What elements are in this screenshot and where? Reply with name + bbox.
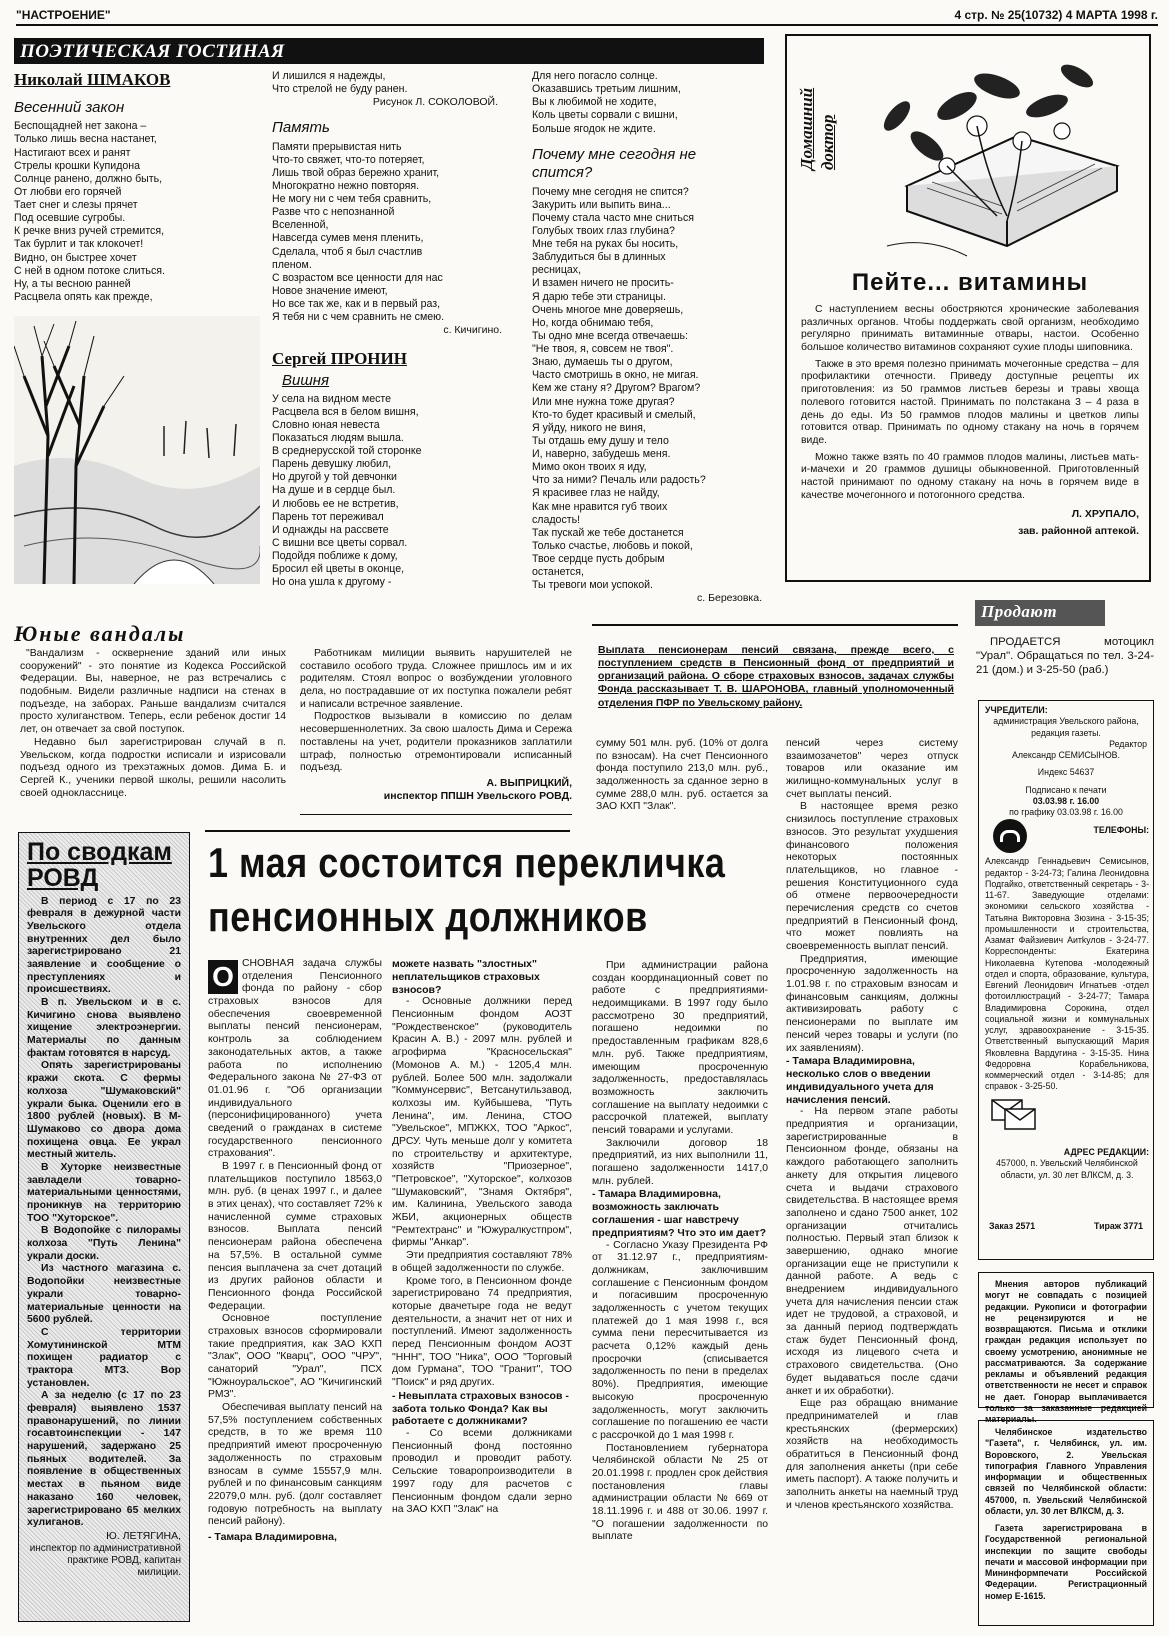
pension-column-4 [786,738,958,1512]
index-number: Индекс 54637 [1037,767,1095,778]
phones-text: Александр Геннадьевич Семисынов, редактор - 3-24-73; Галина Леонидовна Подгайко, ответственный секретарь - 3-11-67. Заведующие отделами: экономики сельского хозяйства - Татьяна Викторовна Зюзина - 3-15-35; промышленности и строительства, Азамат Файзиевич Аитkулов - 3-24-77. Корреспонденты: Екатерина Николаевна Кутепова -молодежный отдел и спорта, образование, культура, Евгений Леонидович Игнатьев -отдел фотоиллюстраций - 3-24-77; Тамара Владимировна Сорокина, отдел социальной жизни и коммунальных услуг, здравоохранение - 3-15-35. Ответственный выпускающий Мария Яковлевна Вардугина - 3-15-35. Нина Федоровна Корабельникова, коммерческий отдел - 3-14-85; для справок - 3-25-50. [985,856,1149,1092]
pension-question: - Тамара Владимировна, несколько слов о введении индивидуального учета для начисления пенсий. [786,1055,934,1106]
poem-cherry: У села на видном месте Расцвела вся в белом вишня, Словно юная невеста Показаться людям вышла. В среднерусской той сторонке Парень девушку любил, Но другой у той девчонки На душе и в сердце был. И любовь ее не встретив, Парень тот переживал И однажды на рассвете С вишни все цветы сорвал. Подойдя поближе к дому, Бросил ей цветы в оконце, Но она ушла к другому - [272,392,422,589]
pension-title-line-1: 1 мая состоится перекличка [208,839,726,887]
poem-sleep: Почему мне сегодня не спится? Закурить или выпить вина... Почему стала часто мне сниться Голубых твоих глаз глубина? Мне тебя на руках бы носить, Заблудиться бы в длинных ресницах, И взамен ничего не просить- Я дарю тебе эти страницы. Очень многое мне доверяешь, Но, когда обнимаю тебя, Ты одно мне всегда отвечаешь: "Не твоя, я, совсем не твоя". Знаю, думаешь ты о другом, Часто смотришь в окно, не мигая. Кем же стану я? Другом? Врагом? Или мне нужна тоже другая? Кто-то будет красивый и смелый, Я уйду, никого не виня, Ты отдашь ему душу и тело И, наверно, забудешь меня. Мимо окон твоих я иду, Что за ними? Печаль или радость? Я красивее глаз не найду, Как мне нравится губ твоих сладость! Так пускай же тебе достанется Только счастье, любовь и покой, Твое сердце пусть добрым останется, Ты тревоги мои успокой. [532,185,706,592]
rovd-reports [19,892,189,1584]
doctor-article [801,304,1139,538]
drop-cap: О [208,960,238,994]
pension-paragraph: Еще раз обращаю внимание предпринимателей и глав крестьянских (фермерских) хозяйств на необходимость обратиться в Пенсионный фонд для заполнения анкеты (при себе иметь паспорт). А также получить и заполнить анкеты на наемный труд и членов крестьянского хозяйства. [786,1398,958,1511]
pension-paragraph: В настоящее время резко снизилось поступление страховых взносов. Это результат ухудшения финансового положения некоторых постоянных плательщиков, но главное - решения Конституционного суда об отмене первоочередности перечисления средств со счетов предприятий в Пенсионный фонд, что может повлиять на своевременность выплат пенсий. [786,801,958,952]
pension-title-line-2: пенсионных должников [208,893,648,941]
address-label: АДРЕС РЕДАКЦИИ: [1063,1147,1149,1157]
doctor-signature: Л. ХРУПАЛО, [1071,508,1139,521]
phones-label: ТЕЛЕФОНЫ: [1093,825,1149,835]
vandals-paragraph: Работникам милиции выявить нарушителей не составило особого труда. Сложнее пришлось им и их родителям. Стоял вопрос о возбуждении уголовного дела, но пострадавшие от их поступка пожалели ребят и написали встречное заявление. [300,648,572,710]
poem-title-sleep: Почему мне сегодня не спится? [532,145,697,182]
rovd-signature: Ю. ЛЕТЯГИНА, [106,1529,181,1542]
pension-question: можете назвать "злостных" неплательщиков страховых взносов? [392,958,540,996]
editor-name: Александр СЕМИСЫНОВ. [1012,750,1120,760]
poetry-column-3 [532,70,762,605]
pension-paragraph: В 1997 г. в Пенсионный фонд от плательщиков поступило 18563,0 млн. руб. (в ценах 1997 г., и далее в этих ценах), что составляет 72% к начисленной сумме страховых взносов. Выплата пенсий пенсионерам района обеспечена на 57,5%. В остальной сумме пенсия выплачена за счет дотаций из других районов области и Пенсионного фонда Российской Федерации. [208,1161,382,1312]
author-shmakov: Николай ШМАКОВ [14,70,171,89]
pension-paragraph: - На первом этапе работы предприятия и организации, зарегистрированные в Пенсионном фонде, обязаны на каждого работающего заполнить анкету для открытия лицевого счета и выдачи страхового свидетельства. В настоящее время заполнено и сдано 7500 анкет, 102 организации отчитались полностью. Первый этап близок к завершению, однако многие организации еще не приступили к данной работе. А ведь с внедрением индивидуального учета для начисления пенсии стаж идет не трудовой, а страховой, и за данный период подтверждать стаж будет Пенсионный фонд, исходя из лицевого счета и страхового свидетельства. (Оно будет выдаваться после сдачи анкет и их обработки). [786,1106,958,1397]
imprint-founders [979,701,1153,822]
section-name: "НАСТРОЕНИЕ" [16,8,111,22]
poem-title-cherry: Вишня [282,372,330,390]
rovd-item: Из частного магазина с. Водопойки неизвестные украли товарно-материальные ценности на 5600 рублей. [27,1263,181,1326]
pension-column-3-top [596,738,768,814]
vandals-paragraph: Недавно был зарегистрирован случай в п. Увельском, когда подростки исписали и изрисовали подъезд одного из трехэтажных домов. Дима Б. и Сергей К., ученики первой школы, решили насолить своей однокласснице. [20,736,286,799]
page-header [16,8,1158,26]
pension-lead: Выплата пенсионерам пенсий связана, прежде всего, с поступлением средств в Пенсионный фонд от предприятий и организаций района. О сборе страховых взносов, задачах службы Фонда рассказывает Т. В. ШАРОНОВА, главный уполномоченный отделения ПФР по Увельскому району. [598,644,954,709]
author-pronin: Сергей ПРОНИН [272,349,407,369]
address-text: 457000, п. Увельский Челябинской области, ул. 30 лет ВЛКСМ, д. 3. [996,1158,1138,1180]
pension-paragraph: При администрации района создан координационный совет по работе с предприятиями-недоимщиками. В 1997 году было рассмотрено 30 предприятий, погашено недоимки по предоставленным графикам 828,6 млн. руб. Также предприятиям, имеющим просроченную задолженность, предоставлялась возможность заключить соглашение на выплату недоимки с рассрочкой платежей, выплату пенсий товарами и услугами. [592,960,768,1136]
schedule: по графику 03.03.98 г. 16.00 [1009,807,1123,817]
vandals-paragraph: Подростков вызывали в комиссию по делам несовершеннолетних. За свою шалость Дима и Сережа поставлены на учет, родители проказников заплатили штраф, полностью отремонтировали исписанный подъезд. [300,711,572,774]
founders-text: администрация Увельского района, редакция газеты. [993,716,1139,738]
order-number: Заказ 2571 [989,1221,1036,1231]
pension-question: - Тамара Владимировна, [208,1530,337,1543]
signed-date: 03.03.98 г. 16.00 [1032,795,1100,806]
pension-question: - Невыплата страховых взносов - забота только Фонда? Как вы работаете с должниками? [392,1389,569,1428]
pension-paragraph: сумму 501 млн. руб. (10% от долга по взносам). На счет Пенсионного фонда поступило 213,0 млн. руб., задолженность за сданное зерно в сумме 288,0 млн. руб. остается за ЗАО КХП "Злак". [596,738,768,813]
lead-rule [592,624,958,626]
poem-memory-place: с. Кичигино. [443,324,502,337]
pension-paragraph: Кроме того, в Пенсионном фонде зарегистрировано 74 предприятия, которые двачетыре года не ведут деятельности, а значит нет от них и поступлений. Имеют задолженность перед Пенсионным фондом АОЗТ "ННН", ТОО "Ника", ООО "Торговый дом Гурмана", ТОО "Гранит", ТОО "Поиск" и ряд других. [392,1275,572,1389]
poem-title-memory: Память [272,119,330,137]
pension-question: - Тамара Владимировна, возможность заключать соглашения - шаг навстречу предприятиям? Что это им дает? [592,1188,767,1239]
winter-tree-drawing [14,316,260,584]
rovd-item: С территории Хомутининской МТМ похищен радиатор с трактора МТЗ. Вор установлен. [27,1326,181,1389]
pension-column-2 [392,958,572,1517]
sale-banner: Продают [975,600,1105,626]
poetry-banner: ПОЭТИЧЕСКАЯ ГОСТИНАЯ [14,38,764,64]
rovd-item: В п. Увельском и в с. Кичигино снова выявлено хищение электроэнергии. Материалы по данным фактам готовятся в нарсуд. [27,997,181,1059]
rovd-title: По сводкам РОВД [27,838,172,893]
vandals-column-1 [20,648,286,800]
doctor-rubric: Домашний доктор [797,87,837,170]
drawing-credit: Рисунок Л. СОКОЛОВОЙ. [372,96,498,109]
pension-column-1 [208,958,382,1544]
vandals-title: Юные вандалы [14,621,186,646]
vandals-column-2 [300,648,572,803]
pension-paragraph: Заключили договор 18 предприятий, из них выполнили 11, погашено задолженности 1417,0 млн. рублей. [592,1137,768,1187]
pension-paragraph: Основное поступление страховых взносов сформировали такие предприятия, как ЗАО КХП "Злак", ООО "Кварц", ООО "ЧРУ", санаторий "Урал", ПСХ "Южноуральское", АО "Кичигинский РМЗ". [208,1313,382,1401]
poem-spring-continued: И лишился я надежды, Что стрелой не буду ранен. [272,70,408,96]
pension-paragraph: - Со всеми должниками Пенсионный фонд постоянно проводил и проводит работу. Сельские товаропроизводители в 1997 году для расчетов с Пенсионным фондом сдали зерно на ЗАО КХП "Злак" на [392,1428,572,1516]
rovd-item: А за неделю (с 17 по 23 февраля) выявлено 1537 правонарушений, по линии госавтоинспекции - 147 нарушений, задержано 25 пьяных водителей. За появление в общественных местах в пьяном виде наказано 160 человек, зарегистрировано 65 мелких хулиганов. [27,1390,181,1529]
vandals-paragraph: "Вандализм - осквернение зданий или иных сооружений" - это понятие из Кодекса Российской Федерации. Вы, наверное, не раз встречались с подобным. Видели различные надписи на стенах в подъезде, на заборах. Раньше вандализм считался просто хулиганством. Теперь, если ребенок достиг 14 лет, он отвечает за свой поступок. [20,648,286,736]
poem-spring: Беспощадней нет закона – Только лишь весна настанет, Настигают всех и ранят Стрелы крошки Купидона Солнце ранено, должно быть, От любви его горячей Тает снег и слезы прячет Под осевшие сугробы. К речке вниз ручей стремится, Так бурлит и так клокочет! Видно, он быстрее хочет С ней в одном потоке слиться. Ну, а ты весною ранней Расцвела опять как прежде, [14,120,165,303]
poem-cherry-continued: Для него погасло солнце. Оказавшись третьим лишним, Вы к любимой не ходите, Коль цветы сорвали с вишни, Больше ягодок не ждите. [532,70,681,135]
poem-memory: Памяти прерывистая нить Что-то свяжет, что-то потеряет, Лишь твой образ бережно хранит, Многократно нежно повторяя. Не могу ни с чем тебя сравнить, Разве что с непознанной Вселенной, Навсегда сумев меня пленить, Сделала, чтоб я был счастлив пленом. С возрастом все ценности для нас Новое значение имеют, Но все так же, как и в первый раз, Я тебя ни с чем сравнить не смею. [272,140,445,324]
signed-label: Подписано к печати [1025,784,1107,795]
pension-paragraph: Обеспечивая выплату пенсий на 57,5% поступлением собственных средств, в то же время 110 предприятий имеют просроченную задолженность по страховым взносам в сумме 15557,9 млн. рублей и по финансовым санкциям 22079,0 млн. руб. (долг составляет годовую потребность на выплату пенсий району). [208,1402,382,1528]
circulation: Тираж 3771 [1094,1221,1143,1231]
founders-label: УЧРЕДИТЕЛИ: [985,705,1048,715]
pension-paragraph: - Согласно Указу Президента РФ от 31.12.97 г., предприятиям-должникам, заключившим соглашение с Пенсионным фондом и погасившим просроченную задолженность с учетом текущих платежей до 1 мая 1998 г., вся сумма пени пересчитывается из расчета 0,12% каждый день просрочки (списывается задолженность по пени в пределах 80%). Предприятия, имеющие высокую просроченную задолженность, могут заключить соглашение по погашению ее части с рассрочкой до 1 мая 1998 г. [592,1239,768,1441]
title-rule [205,830,570,832]
rovd-item: В период с 17 по 23 февраля в дежурной части Увельского отдела внутренних дел было зарегистрировано 21 заявление и сообщение о преступлениях и происшествиях. [27,895,181,996]
doctor-paragraph: Можно также взять по 40 граммов плодов малины, листьев мать-и-мачехи и 20 граммов душицы обыкновенной. Приготовленный настой принимают по одному стакану на ночь в горячем виде в качестве мочегонного и потогонного средства. [801,451,1139,501]
rovd-item: В Хуторке неизвестные завладели товарно-материальными ценностями, проникнув на территорию ТОО "Хуторское". [27,1161,181,1224]
vandals-divider [300,814,572,815]
pension-paragraph: Постановлением губернатора Челябинской области № 25 от 20.01.1998 г. продлен срок действия постановления главы администрации области № 669 от 18.11.1996 г. и 488 от 30.06. 1997 г. "О погашении задолженности по выплате [592,1442,768,1543]
mail-envelope-icon [991,1099,1037,1131]
editorial-notes-box [978,1272,1154,1424]
publisher-box [978,1420,1154,1626]
doctor-position: зав. районной аптекой. [1018,525,1139,538]
poetry-column-2 [272,70,502,589]
pension-paragraph: - Основные должники перед Пенсионным фондом АОЗТ "Рождественское" (руководитель Красин А. В.) - 2097 млн. рублей и агрофирма "Красносельская" (Момонов А. М.) - 1205,4 млн. рублей. Более 500 млн. задолжали "Коммунсервис", Ветсанутильзавод, колхозы им. Куйбышева, "Путь Ленина", им. Ленина, СТОО "Увельское", МПЖКХ, ТОО "Аркос", ДРСУ. Чуть меньше долг у комитета по строительству и архитектуре, хозяйств "Приозерное", "Петровское", "Хуторское", колхозов "Шумаковский", "Знамя Октября", им. Калинина, Увельского завода ЖБИ, акционерных обществ "Ремтехтранс" и "Южуралкустпром", фирмы "Анкар". [392,996,572,1249]
rovd-position: инспектор по административной практике РОВД, капитан милиции. [29,1542,181,1579]
vandals-position: инспектор ППШН Увельского РОВД. [383,789,572,802]
pension-column-3 [592,960,768,1544]
doctor-paragraph: Также в это время полезно принимать мочегонные средства – для профилактики отечности. Приведу доступные рецепты их приготовления: из 50 граммов листьев березы и травы хвоща полевого готовится настой. Принимать по полстакана 3 – 4 раза в день до еды. Из 50 граммов плодов малины и цветков липы готовится отвар. Принимать по одному стакану на ночь в горячем виде. [801,358,1139,446]
rovd-item: Опять зарегистрированы кражи скота. С фермы колхоза "Шумаковский" украли быка. Оценили его в 1800 рублей (новых). В М-Шумаково со двора дома похищена овца. Ее украл местный житель. [27,1060,181,1161]
pension-paragraph: Предприятия, имеющие просроченную задолженность на 1.01.98 г. по страховым взносам и финансовым санкциям, должны активизировать работу с пенсионерами по выплате им пенсий через товары и услуги (по их заявлениям). [786,953,958,1054]
pension-paragraph: СНОВНАЯ задача службы отделения Пенсионного фонда по району - сбор страховых взносов для обеспечения своевременной выплаты пенсий пенсионерам, контроль за соблюдением законодательных актов, а также работа по исполнению Федерального закона № 27-ФЗ от 01.01.96 г. "Об организации индивидуального (персонифицированного) учета сведений о гражданах в системе государственного пенсионного страхования". [208,958,382,1160]
editorial-notes: Мнения авторов публикаций могут не совпадать с позицией редакции. Рукописи и фотографии не рецензируются и не возвращаются. Письма и отклики граждан редакция использует по своему усмотрению, анонимные не рассматриваются. За содержание рекламы и объявлений редакция ответственности не несет и справок не дает. Гонорар выплачивается только за заказанные редакцией материалы. [985,1279,1147,1424]
pension-paragraph: Эти предприятия составляют 78% в общей задолженности по службе. [392,1250,572,1274]
herbs-book-drawing [867,46,1137,276]
vandals-signature: А. ВЫПРИЦКИЙ, [486,776,572,789]
poetry-column-1 [14,70,264,304]
imprint-phones [985,825,1149,1093]
doctor-paragraph: С наступлением весны обостряются хронические заболевания различных органов. Чтобы поддержать свой организм, необходимо регулярно принимать витаминные отвары, настои. Особенно большое количество витаминов сохраняют сухие плоды шиповника. [801,304,1139,354]
imprint-address [985,1147,1149,1181]
home-doctor-box [785,34,1151,582]
issue-info: 4 стр. № 25(10732) 4 МАРТА 1998 г. [954,8,1158,22]
editor-label: Редактор [1109,738,1147,749]
pension-paragraph: пенсий через систему взаимозачетов" через отпуск товаров или оказание им жилищно-коммунальных услуг в счет выплаты пенсий. [786,738,958,800]
registration-info: Газета зарегистрирована в Государственной региональной инспекции по защите свободы печати и массовой информации при Мининформпечати Российской Федерации. Регистрационный номер Е-1615. [985,1523,1147,1601]
rovd-item: В Водопойке с пилорамы колхоза "Путь Ленина" украли доски. [27,1225,181,1262]
imprint-box [978,700,1154,1260]
poem-sleep-place: с. Березовка. [697,592,762,605]
publisher-info: Челябинское издательство "Газета", г. Челябинск, ул. им. Воровского, 2. Увельская типография Главного Управления информации и общественных связей по Челябинской области: 457000, п. Увельский Челябинской области, ул. 30 лет ВЛКСМ, д. 3. [985,1427,1147,1516]
doctor-title: Пейте... витамины [851,269,1089,296]
rovd-box [18,832,190,1622]
poem-title-spring: Весенний закон [14,98,125,116]
sale-ad: ПРОДАЕТСЯ мотоцикл "Урал". Обращаться по тел. 3-24-21 (дом.) и 3-25-50 (раб.) [976,636,1154,676]
